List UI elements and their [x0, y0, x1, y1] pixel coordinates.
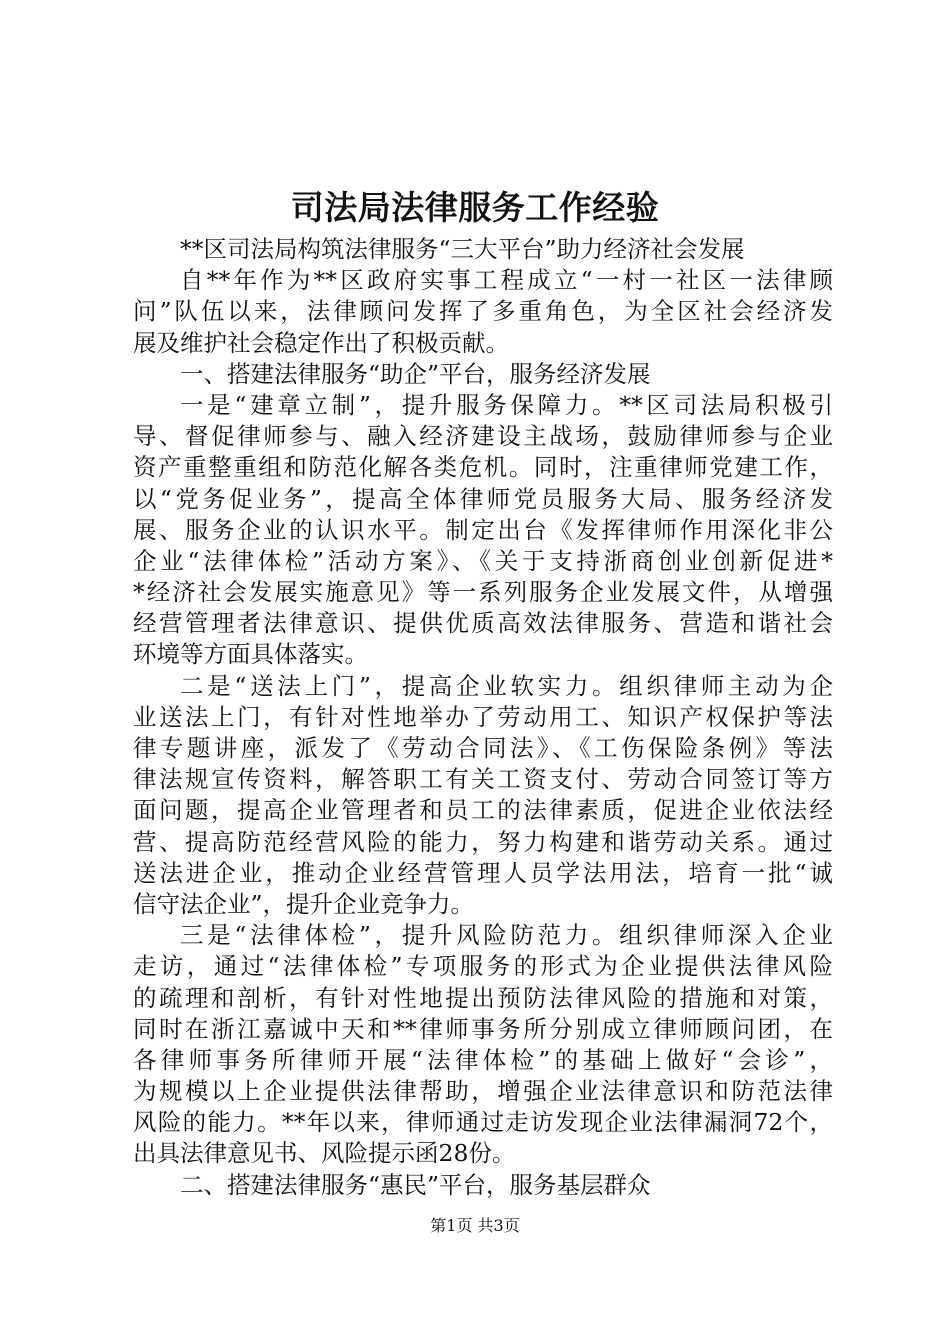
document-body [133, 234, 833, 1201]
text-line: 律法规宣传资料，解答职工有关工资支付、劳动合同签订等方 [133, 765, 833, 794]
text-line: 导、督促律师参与、融入经济建设主战场，鼓励律师参与企业 [133, 422, 833, 451]
text-line: 资产重整重组和防范化解各类危机。同时，注重律师党建工作， [133, 453, 833, 482]
page-footer: 第1页 共3页 [430, 1216, 520, 1235]
text-line: 二、搭建法律服务“惠民”平台，服务基层群众 [180, 1170, 651, 1199]
text-line: 展、服务企业的认识水平。制定出台《发挥律师作用深化非公 [133, 515, 833, 544]
text-line: 走访，通过“法律体检”专项服务的形式为企业提供法律风险 [133, 952, 833, 981]
text-line: **区司法局构筑法律服务“三大平台”助力经济社会发展 [180, 235, 745, 263]
text-line: 问”队伍以来，法律顾问发挥了多重角色，为全区社会经济发 [133, 297, 833, 326]
text-line: 信守法企业”，提升企业竞争力。 [133, 889, 475, 918]
text-line: 一是“建章立制”，提升服务保障力。**区司法局积极引 [180, 390, 833, 419]
text-line: 面问题，提高企业管理者和员工的法律素质，促进企业依法经 [133, 796, 833, 825]
text-line: 的疏理和剖析，有针对性地提出预防法律风险的措施和对策， [133, 983, 833, 1012]
text-line: 一、搭建法律服务“助企”平台，服务经济发展 [180, 359, 651, 388]
text-line: 企业“法律体检”活动方案》、《关于支持浙商创业创新促进* [133, 546, 833, 575]
text-line: 展及维护社会稳定作出了积极贡献。 [133, 328, 509, 357]
text-line: 三是“法律体检”，提升风险防范力。组织律师深入企业 [180, 921, 833, 950]
text-line: 为规模以上企业提供法律帮助，增强企业法律意识和防范法律 [133, 1077, 833, 1106]
text-line: 送法进企业，推动企业经营管理人员学法用法，培育一批“诚 [133, 858, 833, 887]
text-line: *经济社会发展实施意见》等一系列服务企业发展文件，从增强 [133, 578, 833, 607]
text-line: 同时在浙江嘉诚中天和**律师事务所分别成立律师顾问团，在 [133, 1014, 833, 1043]
text-line: 业送法上门，有针对性地举办了劳动用工、知识产权保护等法 [133, 702, 833, 731]
text-line: 以“党务促业务”，提高全体律师党员服务大局、服务经济发 [133, 484, 833, 513]
document-title: 司法局法律服务工作经验 [290, 188, 660, 227]
text-line: 环境等方面具体落实。 [133, 640, 368, 669]
text-line: 风险的能力。**年以来，律师通过走访发现企业法律漏洞72个， [133, 1108, 833, 1137]
text-line: 自**年作为**区政府实事工程成立“一村一社区一法律顾 [180, 266, 833, 295]
text-line: 经营管理者法律意识、提供优质高效法律服务、营造和谐社会 [133, 609, 833, 638]
text-line: 营、提高防范经营风险的能力，努力构建和谐劳动关系。通过 [133, 827, 833, 856]
text-line: 二是“送法上门”，提高企业软实力。组织律师主动为企 [180, 671, 833, 700]
text-line: 各律师事务所律师开展“法律体检”的基础上做好“会诊”， [133, 1045, 833, 1074]
text-line: 律专题讲座，派发了《劳动合同法》、《工伤保险条例》等法 [133, 734, 833, 762]
text-line: 出具法律意见书、风险提示函28份。 [133, 1139, 516, 1168]
